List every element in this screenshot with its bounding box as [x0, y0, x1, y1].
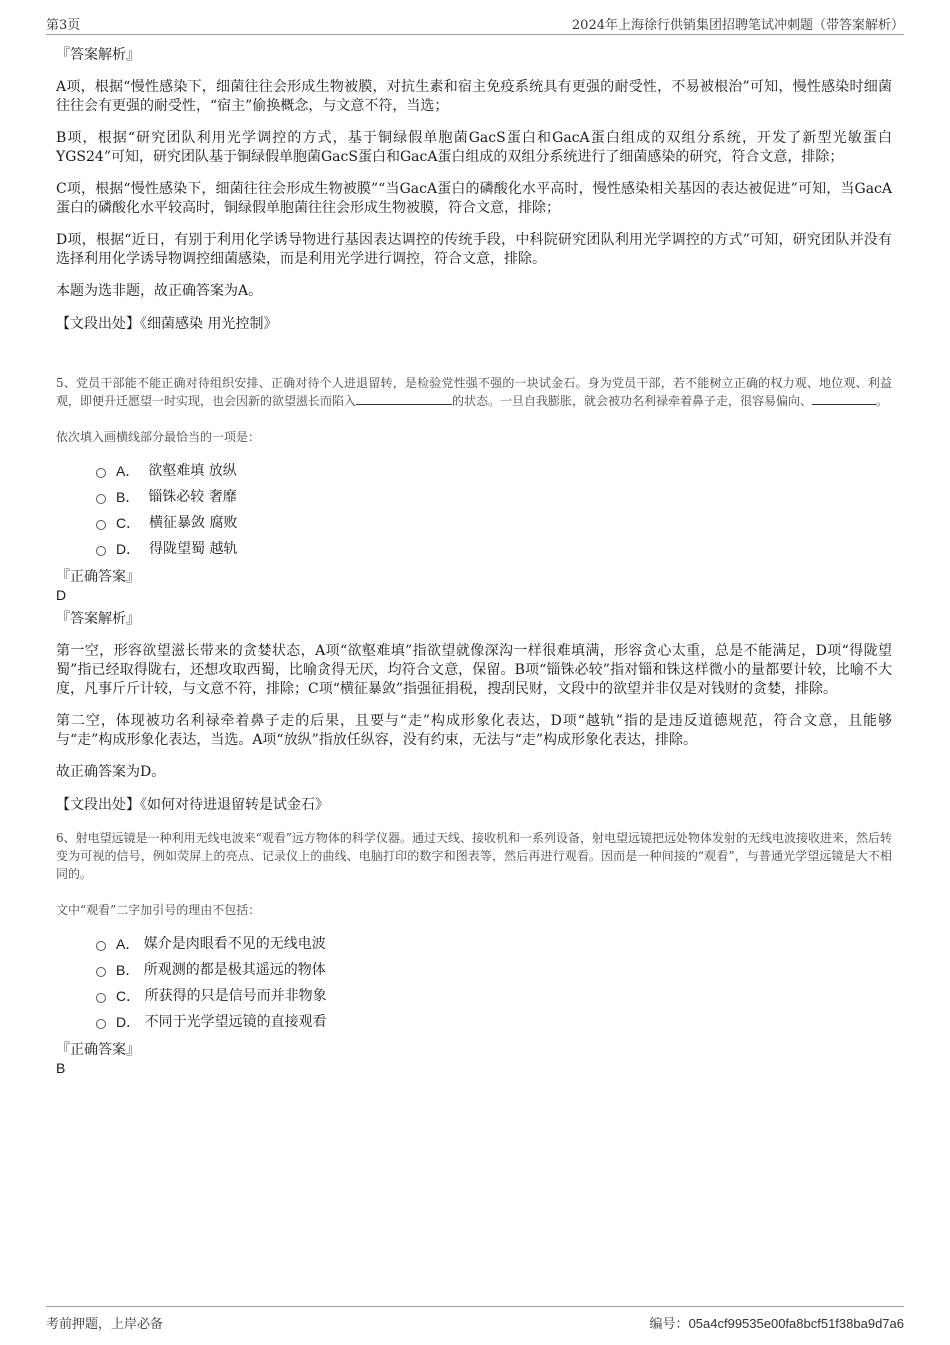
option-letter: B． [116, 489, 140, 505]
radio-icon[interactable] [96, 520, 106, 530]
source-citation: 【文段出处】《如何对待进退留转是试金石》 [56, 797, 329, 813]
source-citation: 【文段出处】《细菌感染 用光控制》 [56, 316, 278, 332]
option-letter: A． [116, 936, 140, 952]
option-text: 所观测的都是极其遥远的物体 [143, 962, 326, 978]
analysis-label: 『答案解析』 [56, 47, 140, 63]
page-content [56, 40, 892, 1077]
option-text: 横征暴敛 腐败 [149, 515, 238, 531]
analysis-paragraph: B项，根据“研究团队利用光学调控的方式，基于铜绿假单胞菌GacS蛋白和GacA蛋白组成的双组分系统，开发了新型光敏蛋白YGS24”可知，研究团队基于铜绿假单胞菌GacS蛋白和GacA蛋白组成的双组分系统进行了细菌感染的研究，符合文意，排除； [56, 130, 892, 165]
option-letter: C． [116, 515, 141, 531]
option-letter: B． [116, 962, 140, 978]
option-text: 媒介是肉眼看不见的无线电波 [143, 936, 326, 952]
option-a[interactable] [96, 458, 892, 484]
option-letter: C． [116, 988, 141, 1004]
question-6-options [96, 931, 892, 1035]
document-id [650, 1313, 904, 1332]
analysis-paragraph: 第二空，体现被功名利禄牵着鼻子走的后果，且要与“走”构成形象化表达，D项“越轨”指的是违反道德规范，符合文意，且能够与“走”构成形象化表达，当选。A项“放纵”指放任纵容，没有约束，无法与“走”构成形象化表达，排除。 [56, 713, 892, 748]
option-c[interactable] [96, 510, 892, 536]
question-5-options [96, 458, 892, 562]
question-6-instruction: 文中“观看”二字加引号的理由不包括： [56, 903, 261, 917]
analysis-conclusion: 本题为选非题，故正确答案为A。 [56, 283, 263, 299]
analysis-paragraph: D项，根据“近日，有别于利用化学诱导物进行基因表达调控的传统手段，中科院研究团队利用光学调控的方式”可知，研究团队并没有选择利用化学诱导物调控细菌感染，而是利用光学进行调控，符合文意，排除。 [56, 232, 892, 267]
analysis-paragraph: 第一空，形容欲望滋长带来的贪婪状态，A项“欲壑难填”指欲望就像深沟一样很难填满，形容贪心太重，总是不能满足，D项“得陇望蜀”指已经取得陇右，还想攻取西蜀，比喻贪得无厌，均符合文意，保留。B项“锱铢必较”指对锱和铢这样微小的量都要计较，比喻不大度，凡事斤斤计较，与文意不符，排除；C项“横征暴敛”指强征捐税，搜刮民财，文段中的欲望并非仅是对钱财的贪婪，排除。 [56, 643, 892, 697]
analysis-paragraph: A项，根据“慢性感染下，细菌往往会形成生物被膜，对抗生素和宿主免疫系统具有更强的耐受性，不易被根治”可知，慢性感染时细菌往往会有更强的耐受性，“宿主”偷换概念，与文意不符，当选； [56, 79, 892, 114]
radio-icon[interactable] [96, 967, 106, 977]
radio-icon[interactable] [96, 494, 106, 504]
question-text-part: 的状态。一旦自我膨胀，就会被功名利禄牵着鼻子走，很容易偏向、 [452, 394, 813, 408]
analysis-paragraph: C项，根据“慢性感染下，细菌往往会形成生物被膜”“当GacA蛋白的磷酸化水平高时，慢性感染相关基因的表达被促进”可知，当GacA蛋白的磷酸化水平较高时，铜绿假单胞菌往往会形成生物被膜，符合文意，排除； [56, 181, 892, 216]
option-text: 欲壑难填 放纵 [148, 463, 237, 479]
radio-icon[interactable] [96, 546, 106, 556]
radio-icon[interactable] [96, 468, 106, 478]
option-text: 所获得的只是信号而并非物象 [144, 988, 327, 1004]
option-b[interactable] [96, 957, 892, 983]
option-text: 得陇望蜀 越轨 [149, 541, 238, 557]
footer-slogan: 考前押题，上岸必备 [46, 1317, 164, 1332]
option-d[interactable] [96, 536, 892, 562]
option-text: 不同于光学望远镜的直接观看 [144, 1014, 327, 1030]
radio-icon[interactable] [96, 941, 106, 951]
document-title: 2024年上海徐行供销集团招聘笔试冲刺题（带答案解析） [571, 18, 904, 33]
option-d[interactable] [96, 1009, 892, 1035]
option-letter: D． [116, 541, 141, 557]
analysis-conclusion: 故正确答案为D。 [56, 764, 166, 780]
page-header [46, 14, 904, 35]
option-c[interactable] [96, 983, 892, 1009]
blank-1 [356, 392, 452, 405]
question-5-text [56, 374, 892, 410]
page-footer [46, 1306, 904, 1332]
correct-answer-label: 『正确答案』 [56, 569, 140, 585]
option-letter: D． [116, 1014, 141, 1030]
option-a[interactable] [96, 931, 892, 957]
document-id-label: 编号： [649, 1317, 689, 1332]
question-text-part: 。 [876, 394, 889, 408]
document-id-value: 05a4cf99535e00fa8bcf51f38ba9d7a6 [688, 1316, 904, 1331]
question-text-part: 5、党员干部能不能正确对待组织安排、正确对待个人进退留转，是检验党性强不强的一块试金石。身为党员干部，若不能树立正确的权力观、地位观、利益观，即便升迁愿望一时实现，也会因新的欲望滋长而陷入 [56, 376, 892, 408]
option-text: 锱铢必较 奢靡 [148, 489, 237, 505]
analysis-label: 『答案解析』 [56, 611, 140, 627]
question-5-instruction: 依次填入画横线部分最恰当的一项是： [56, 430, 261, 444]
option-letter: A． [116, 463, 140, 479]
blank-2 [812, 392, 876, 405]
radio-icon[interactable] [96, 1019, 106, 1029]
correct-answer-label: 『正确答案』 [56, 1042, 140, 1058]
correct-answer: B [56, 1060, 66, 1076]
correct-answer: D [56, 587, 67, 603]
radio-icon[interactable] [96, 993, 106, 1003]
question-6-text: 6、射电望远镜是一种利用无线电波来“观看”远方物体的科学仪器。通过天线、接收机和一系列设备，射电望远镜把远处物体发射的无线电波接收进来，然后转变为可视的信号，例如荧屏上的亮点、记录仪上的曲线、电脑打印的数字和图表等，然后再进行观看。因而是一种间接的“观看”，与普通光学望远镜是大不相同的。 [56, 831, 892, 881]
option-b[interactable] [96, 484, 892, 510]
page-number: 第3页 [46, 18, 81, 33]
